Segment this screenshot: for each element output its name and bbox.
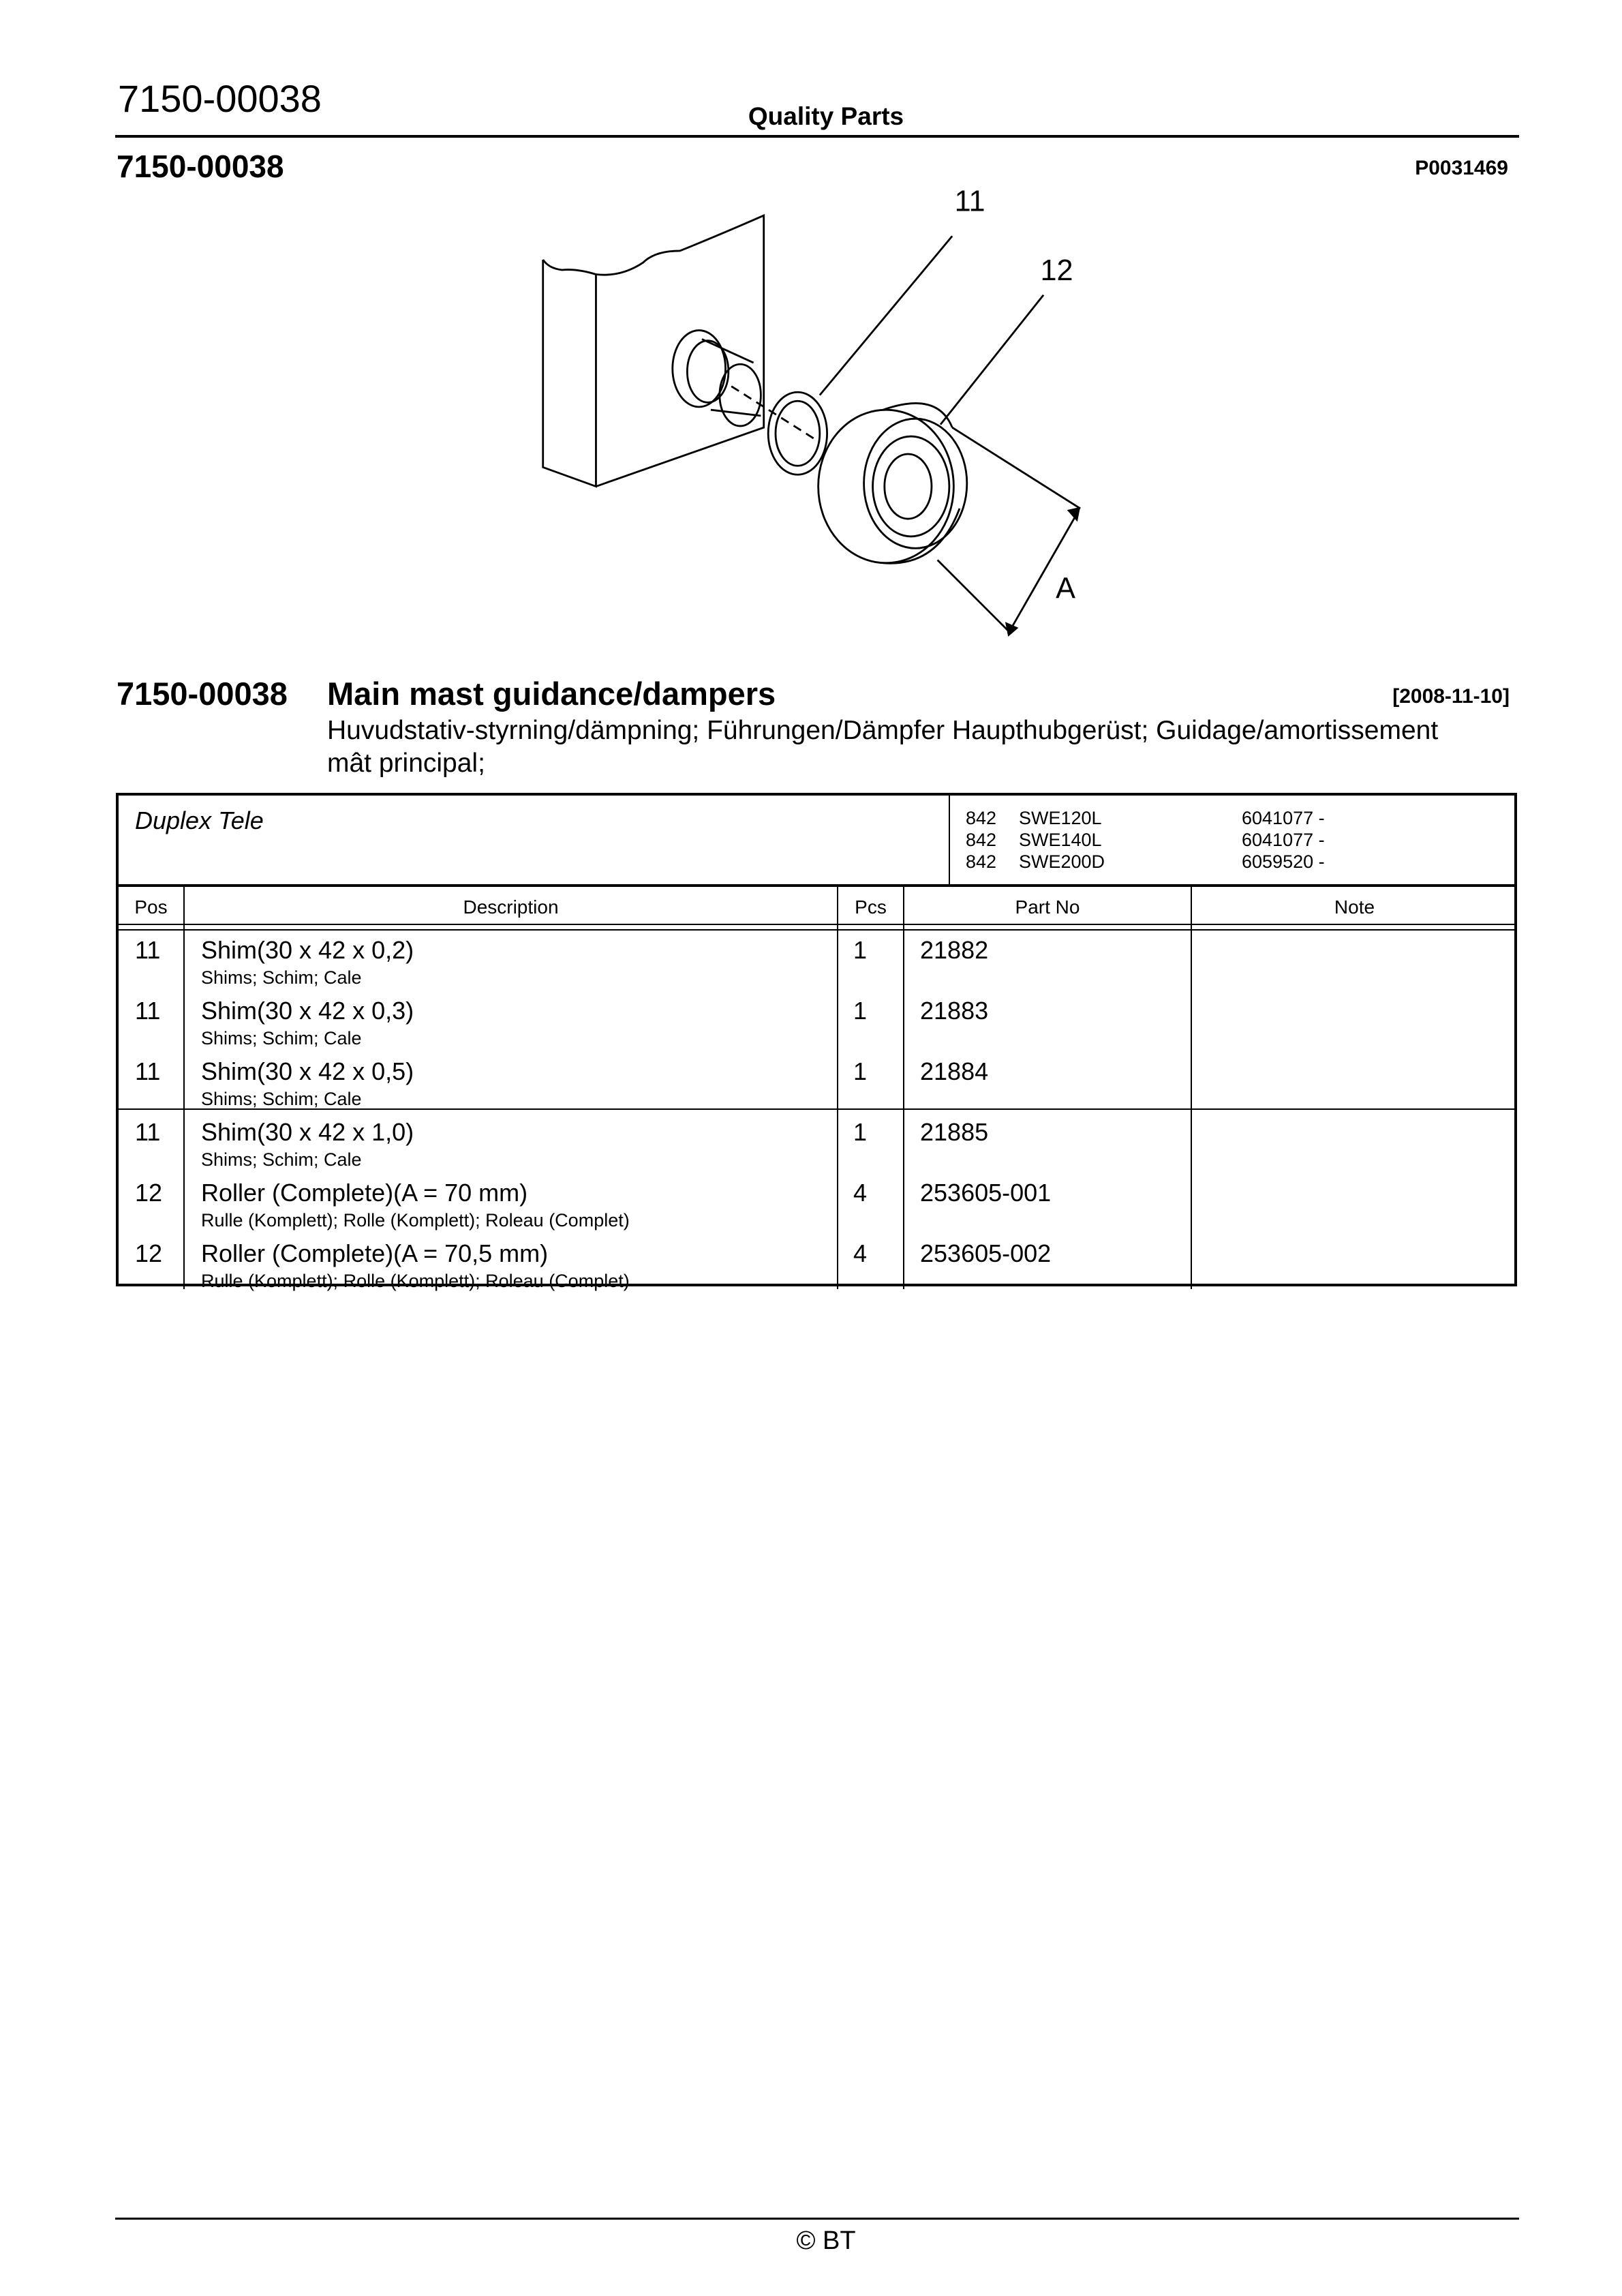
col-header-pcs: Pcs <box>855 896 887 918</box>
divider <box>119 924 1514 925</box>
row-part-no: 21885 <box>920 1118 989 1146</box>
row-pcs: 4 <box>853 1239 868 1267</box>
group-number: 7150-00038 <box>117 676 288 712</box>
page-title: Quality Parts <box>748 102 904 130</box>
row-translation: Shims; Schim; Cale <box>201 967 362 988</box>
group-translation: mât principal; <box>327 749 485 778</box>
copyright: © BT <box>796 2226 856 2255</box>
exploded-parts-drawing <box>518 179 1107 656</box>
divider <box>119 929 1514 931</box>
callout-12: 12 <box>1040 254 1073 288</box>
col-header-description: Description <box>463 896 559 918</box>
divider <box>903 887 904 1289</box>
row-description: Shim(30 x 42 x 0,3) <box>201 997 414 1025</box>
group-date: [2008-11-10] <box>1392 685 1510 708</box>
divider <box>949 796 950 884</box>
model-code: 842 <box>966 808 997 828</box>
row-pos: 12 <box>135 1179 163 1207</box>
picture-code: P0031469 <box>1415 157 1508 179</box>
row-description: Shim(30 x 42 x 0,2) <box>201 936 414 964</box>
row-pos: 11 <box>135 1118 161 1146</box>
row-pcs: 1 <box>853 936 868 964</box>
row-pos: 11 <box>135 936 161 964</box>
row-part-no: 21883 <box>920 997 989 1025</box>
model-code: 842 <box>966 830 997 850</box>
row-pcs: 4 <box>853 1179 868 1207</box>
col-header-note: Note <box>1334 896 1375 918</box>
row-description: Shim(30 x 42 x 0,5) <box>201 1057 414 1085</box>
row-translation: Shims; Schim; Cale <box>201 1028 362 1048</box>
row-part-no: 253605-002 <box>920 1239 1052 1267</box>
row-translation: Rulle (Komplett); Rolle (Komplett); Roleau (Complet) <box>201 1210 630 1230</box>
document-number: 7150-00038 <box>118 77 322 120</box>
row-translation: Shims; Schim; Cale <box>201 1149 362 1170</box>
parts-table <box>116 793 1517 1291</box>
header-divider <box>115 135 1519 138</box>
model-serial: 6059520 - <box>1242 851 1325 872</box>
row-description: Roller (Complete)(A = 70,5 mm) <box>201 1239 549 1267</box>
divider <box>119 884 1514 887</box>
callout-11: 11 <box>954 185 985 218</box>
model-name: SWE200D <box>1019 851 1105 872</box>
row-translation: Shims; Schim; Cale <box>201 1089 362 1109</box>
row-translation: Rulle (Komplett); Rolle (Komplett); Roleau (Complet) <box>201 1271 630 1291</box>
variant-label: Duplex Tele <box>135 806 264 834</box>
divider <box>837 887 838 1289</box>
group-translation: Huvudstativ-styrning/dämpning; Führungen/Dämpfer Haupthubgerüst; Guidage/amortissement <box>327 716 1439 745</box>
model-name: SWE120L <box>1019 808 1102 828</box>
row-part-no: 253605-001 <box>920 1179 1052 1207</box>
footer-divider <box>115 2218 1519 2220</box>
row-pos: 12 <box>135 1239 163 1267</box>
row-part-no: 21884 <box>920 1057 989 1085</box>
col-header-pos: Pos <box>134 896 168 918</box>
model-code: 842 <box>966 851 997 872</box>
row-part-no: 21882 <box>920 936 989 964</box>
row-description: Shim(30 x 42 x 1,0) <box>201 1118 414 1146</box>
row-pos: 11 <box>135 997 161 1025</box>
section-number: 7150-00038 <box>117 149 284 184</box>
row-description: Roller (Complete)(A = 70 mm) <box>201 1179 528 1207</box>
divider <box>1191 887 1192 1289</box>
model-serial: 6041077 - <box>1242 830 1325 850</box>
row-pcs: 1 <box>853 1057 868 1085</box>
group-title: Main mast guidance/dampers <box>327 676 776 712</box>
row-pcs: 1 <box>853 997 868 1025</box>
divider <box>183 887 185 1289</box>
col-header-part-no: Part No <box>1015 896 1080 918</box>
row-pos: 11 <box>135 1057 161 1085</box>
callout-a: A <box>1056 572 1075 605</box>
model-name: SWE140L <box>1019 830 1102 850</box>
model-serial: 6041077 - <box>1242 808 1325 828</box>
row-pcs: 1 <box>853 1118 868 1146</box>
